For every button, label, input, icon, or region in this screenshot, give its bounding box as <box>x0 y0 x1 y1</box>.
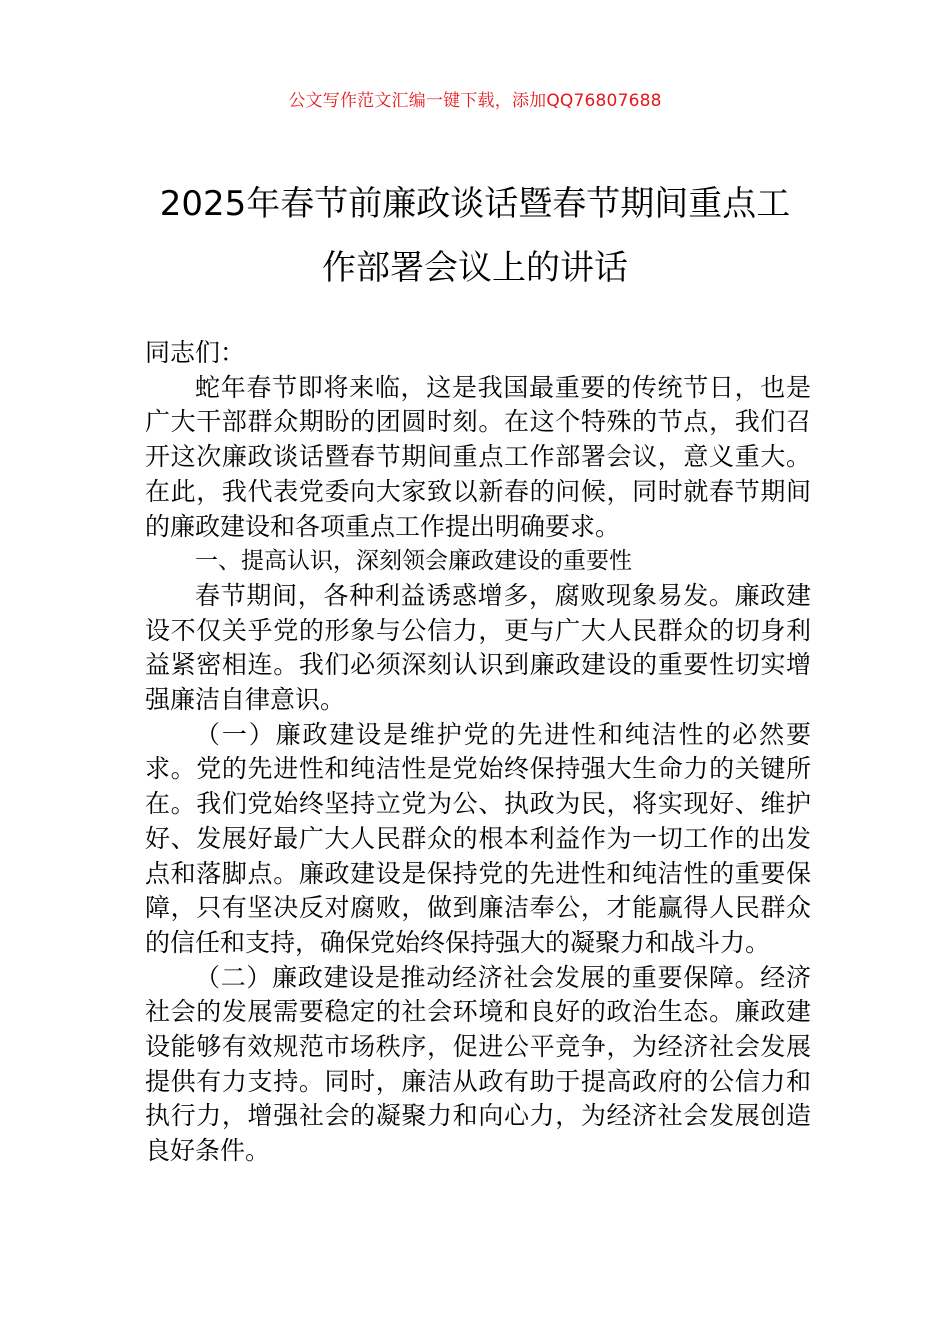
section-heading-1: 一、提高认识，深刻领会廉政建设的重要性 <box>195 548 632 575</box>
title-line-1: 2025年春节前廉政谈话暨春节期间重点工 <box>159 184 791 224</box>
paragraph-intro: 蛇年春节即将来临，这是我国最重要的传统节日，也是广大干部群众期盼的团圆时刻。在这个特殊的节点，我们召开这次廉政谈话暨春节期间重点工作部署会议，意义重大。在此，我代表党委向大家致以新春的问候，同时就春节期间的廉政建设和各项重点工作提出明确要求。 <box>145 372 811 541</box>
download-notice: 公文写作范文汇编一键下载，添加QQ76807688 <box>288 91 662 111</box>
title-line-2: 作部署会议上的讲话 <box>322 248 628 288</box>
document-title <box>120 172 830 300</box>
paragraph-point-1: （一）廉政建设是维护党的先进性和纯洁性的必然要求。党的先进性和纯洁性是党始终保持强大生命力的关键所在。我们党始终坚持立党为公、执政为民，将实现好、维护好、发展好最广大人民群众的根本利益作为一切工作的出发点和落脚点。廉政建设是保持党的先进性和纯洁性的重要保障，只有坚决反对腐败，做到廉洁奉公，才能赢得人民群众的信任和支持，确保党始终保持强大的凝聚力和战斗力。 <box>145 719 811 957</box>
paragraph-section-1: 春节期间，各种利益诱惑增多，腐败现象易发。廉政建设不仅关乎党的形象与公信力，更与广大人民群众的切身利益紧密相连。我们必须深刻认识到廉政建设的重要性切实增强廉洁自律意识。 <box>145 580 811 715</box>
document-body <box>145 336 811 1169</box>
salutation: 同志们： <box>145 338 246 367</box>
paragraph-point-2: （二）廉政建设是推动经济社会发展的重要保障。经济社会的发展需要稳定的社会环境和良好的政治生态。廉政建设能够有效规范市场秩序，促进公平竞争，为经济社会发展提供有力支持。同时，廉洁从政有助于提高政府的公信力和执行力，增强社会的凝聚力和向心力，为经济社会发展创造良好条件。 <box>145 962 811 1166</box>
